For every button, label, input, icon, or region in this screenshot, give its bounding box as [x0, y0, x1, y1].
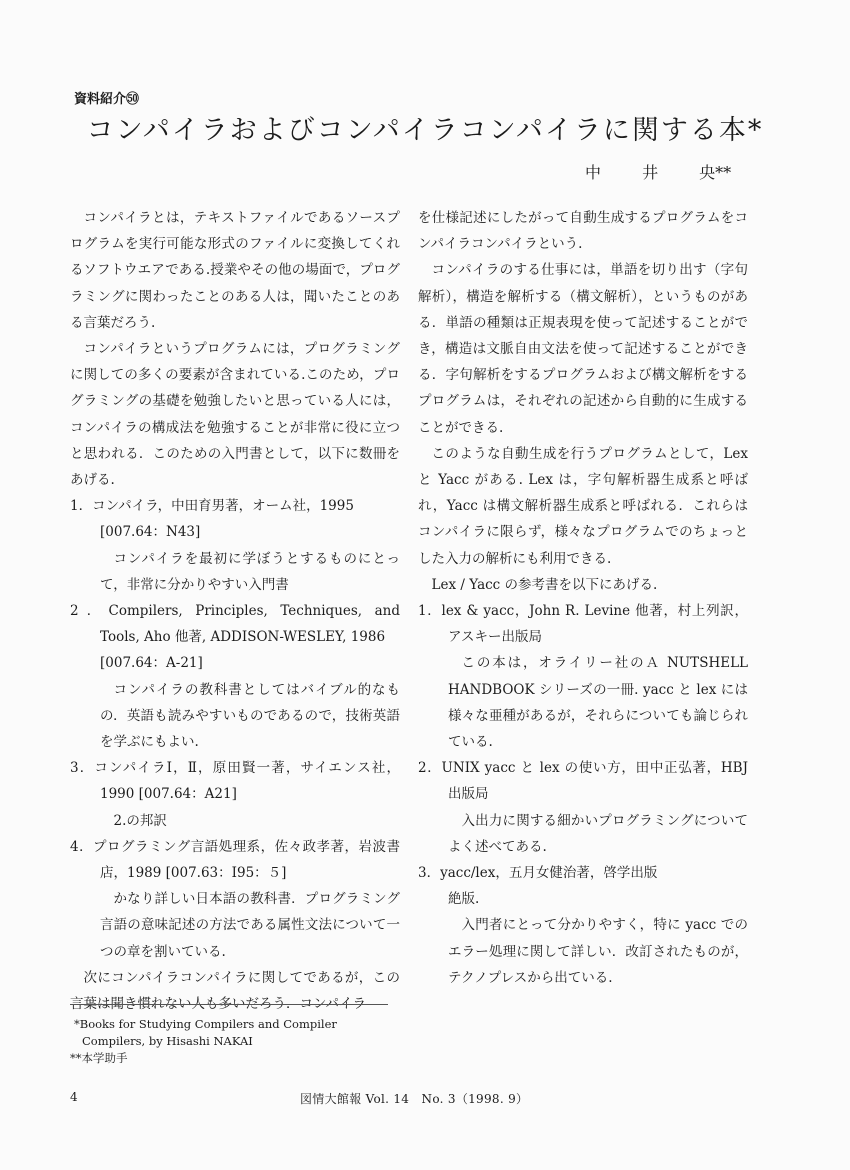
- reference-note: 入出力に関する細かいプログラミングについてよく述べてある.: [448, 812, 748, 855]
- reference-citation: 3．コンパイラⅠ，Ⅱ，原田賢一著，サイエンス社，1990 [007.64：A21]: [70, 760, 400, 803]
- series-label: 資料紹介㊿: [74, 92, 140, 107]
- page-number: 4: [70, 1090, 78, 1104]
- footnotes: [70, 1016, 390, 1067]
- paragraph: 次にコンパイラコンパイラに関してであるが，この言葉は聞き慣れない人も多いだろう．コンパイラ: [70, 969, 400, 1013]
- reference-note: コンパイラを最初に学ぼうとするものにとって，非常に分かりやすい入門書: [100, 550, 400, 593]
- reference-citation: 1．lex & yacc，John R. Levine 他著，村上列訳，アスキー出版局: [418, 603, 748, 646]
- reference-callno: [007.64：A-21]: [100, 655, 203, 672]
- left-column: [70, 205, 400, 1017]
- reference-citation: 1．コンパイラ，中田育男著，オーム社，1995: [70, 498, 354, 515]
- author-name: 中 井 央**: [585, 163, 732, 182]
- reference-note: コンパイラの教科書としてはバイブル的なもの．英語も読みやすいものであるので，技術英語を学ぶにもよい.: [100, 681, 400, 751]
- reference-citation: 3．yacc/lex，五月女健治著，啓学出版: [418, 865, 658, 882]
- right-column: [418, 205, 748, 991]
- article-title: コンパイラおよびコンパイラコンパイラに関する本*: [86, 115, 764, 146]
- paragraph: このような自動生成を行うプログラムとして，Lex と Yacc がある. Lex は，字句解析器生成系と呼ばれ，Yacc は構文解析器生成系と呼ばれる．これらはコンパイラに限らず，様々なプログラムでのちょっとした入力の解析にも利用できる.: [418, 445, 748, 567]
- running-footer: 図情大館報 Vol. 14 No. 3（1998. 9）: [300, 1092, 529, 1106]
- reference-callno: [007.64：N43]: [100, 524, 201, 541]
- reference-note: 入門者にとって分かりやすく，特に yacc でのエラー処理に関して詳しい．改訂されたものが，テクノプレスから出ている.: [448, 917, 748, 986]
- reference-note: かなり詳しい日本語の教科書．プログラミング言語の意味記述の方法である属性文法について一つの章を割いている.: [100, 891, 400, 960]
- footnote-author-affiliation: **本学助手: [70, 1051, 128, 1065]
- reference-citation: 4．プログラミング言語処理系，佐々政孝著，岩波書店，1989 [007.63：I95：５]: [70, 838, 400, 882]
- paragraph: コンパイラというプログラムには，プログラミングに関しての多くの要素が含まれている.このため，プログラミングの基礎を勉強したいと思っている人には，コンパイラの構成法を勉強することが非常に役に立つと思われる．このための入門書として，以下に数冊をあげる.: [70, 341, 400, 489]
- reference-note: 2.の邦訳: [113, 812, 167, 829]
- reference-note: この本は，オライリー社のＡ NUTSHELL HANDBOOK シリーズの一冊. yacc と lex には様々な亜種があるが，それらについても論じられている.: [448, 655, 748, 751]
- paragraph: を仕様記述にしたがって自動生成するプログラムをコンパイラコンパイラという.: [418, 210, 748, 253]
- paragraph: コンパイラとは，テキストファイルであるソースプログラムを実行可能な形式のファイルに変換してくれるソフトウエアである.授業やその他の場面で，プログラミングに関わったことのある人は，聞いたことのある言葉だろう.: [70, 210, 400, 331]
- paragraph: コンパイラのする仕事には，単語を切り出す（字句解析），構造を解析する（構文解析），というものがある．単語の種類は正規表現を使って記述することができ，構造は文脈自由文法を使って記述することができる．字句解析をするプログラムおよび構文解析をするプログラムは，それぞれの記述から自動的に生成することができる.: [418, 262, 748, 436]
- paragraph: Lex / Yacc の参考書を以下にあげる.: [431, 576, 658, 593]
- reference-status: 絶版.: [448, 891, 480, 908]
- reference-citation: 2．Compilers, Principles, Techniques, and Tools, Aho 他著, ADDISON-WESLEY, 1986: [70, 603, 400, 646]
- reference-citation: 2．UNIX yacc と lex の使い方，田中正弘著，HBJ 出版局: [418, 760, 748, 803]
- footnote-divider: [70, 1004, 388, 1005]
- footnote-english-title: *Books for Studying Compilers and Compiler Compilers, by Hisashi NAKAI: [74, 1017, 337, 1048]
